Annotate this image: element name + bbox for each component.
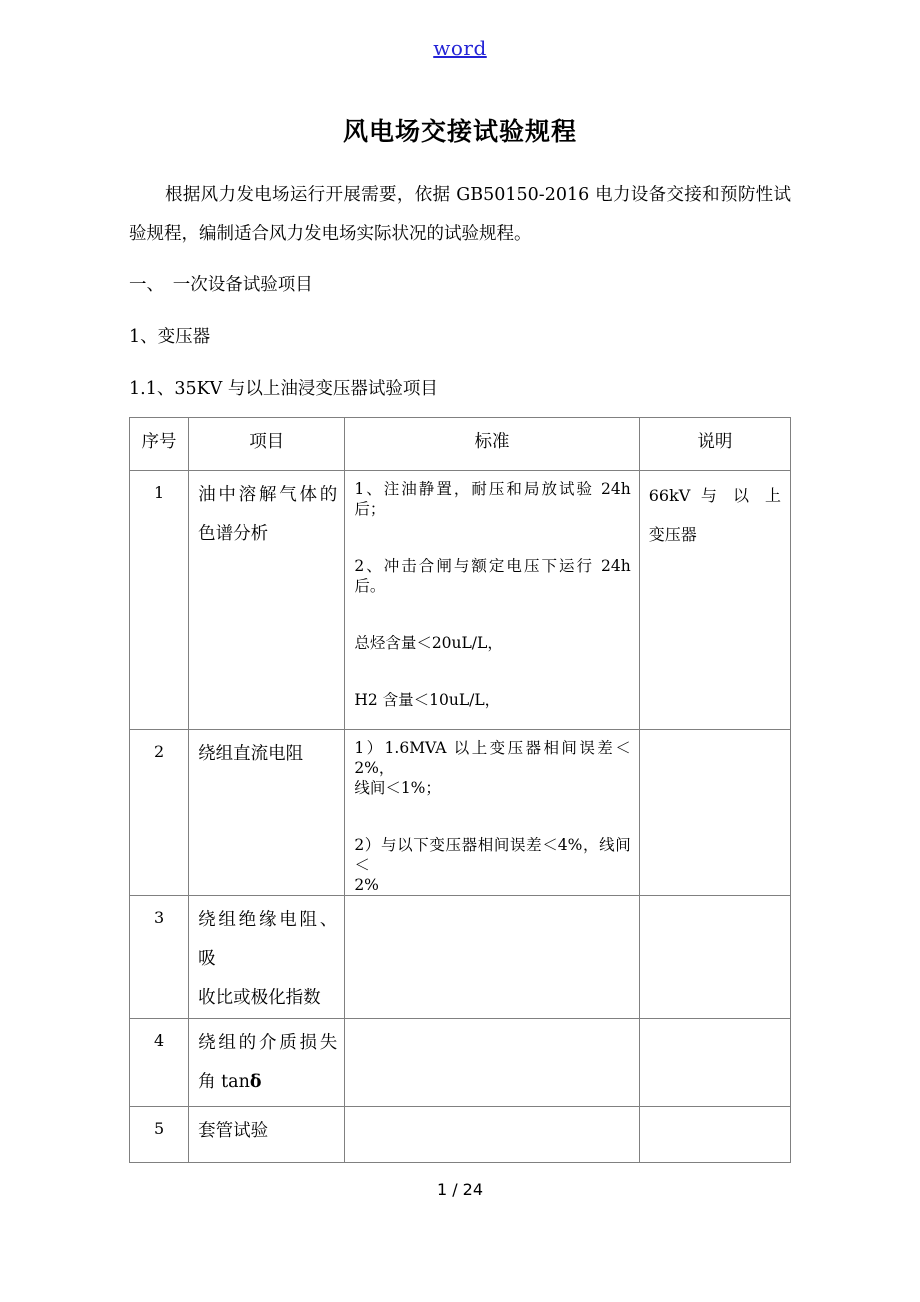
column-header-note: 说明 xyxy=(639,418,790,471)
cell-no: 1 xyxy=(130,471,189,730)
cell-no: 4 xyxy=(130,1019,189,1107)
table-row xyxy=(130,896,791,1019)
cell-standard xyxy=(345,896,639,1019)
cell-no: 3 xyxy=(130,896,189,1019)
column-header-standard: 标准 xyxy=(345,418,639,471)
column-header-item: 项目 xyxy=(189,418,345,471)
section-heading-level3: 1.1、35KV 与以上油浸变压器试验项目 xyxy=(129,379,438,399)
cell-no: 5 xyxy=(130,1107,189,1163)
cell-item: 套管试验 xyxy=(189,1107,345,1163)
cell-standard: 1）1.6MVA 以上变压器相间误差＜2%， 线间＜1%； 2）与以下变压器相间误差＜4%，线间＜ 2% xyxy=(345,730,639,896)
tan-delta-label: 角 tanδ xyxy=(198,1072,262,1092)
cell-note xyxy=(639,730,790,896)
table-header-row xyxy=(130,418,791,471)
column-header-no: 序号 xyxy=(130,418,189,471)
cell-item: 绕组绝缘电阻、吸 收比或极化指数 xyxy=(189,896,345,1019)
table-row xyxy=(130,1019,791,1107)
transformer-test-table xyxy=(129,417,791,1163)
cell-standard xyxy=(345,1107,639,1163)
transformer-test-table-wrapper xyxy=(129,417,791,1163)
table-row xyxy=(130,730,791,896)
cell-note xyxy=(639,1019,790,1107)
page-footer: 1 / 24 xyxy=(436,1180,484,1199)
page-header xyxy=(0,36,920,60)
cell-standard xyxy=(345,1019,639,1107)
cell-item: 绕组的介质损失 角 tanδ xyxy=(189,1019,345,1107)
word-link[interactable]: word xyxy=(433,36,487,60)
table-row xyxy=(130,471,791,730)
cell-standard: 1、注油静置，耐压和局放试验 24h 后； 2、冲击合闸与额定电压下运行 24h 后。 总烃含量＜20uL/L， H2 含量＜10uL/L， xyxy=(345,471,639,730)
cell-item: 油中溶解气体的 色谱分析 xyxy=(189,471,345,730)
cell-no: 2 xyxy=(130,730,189,896)
document-title: 风电场交接试验规程 xyxy=(342,117,577,146)
cell-note: 66kV 与 以 上 变压器 xyxy=(639,471,790,730)
section-heading-level1: 一、 一次设备试验项目 xyxy=(129,275,313,295)
section-heading-level2: 1、变压器 xyxy=(129,327,211,347)
cell-note xyxy=(639,896,790,1019)
cell-note xyxy=(639,1107,790,1163)
table-row xyxy=(130,1107,791,1163)
cell-item: 绕组直流电阻 xyxy=(189,730,345,896)
intro-paragraph: 根据风力发电场运行开展需要，依据 GB50150-2016 电力设备交接和预防性试验规程，编制适合风力发电场实际状况的试验规程。 xyxy=(129,185,791,244)
